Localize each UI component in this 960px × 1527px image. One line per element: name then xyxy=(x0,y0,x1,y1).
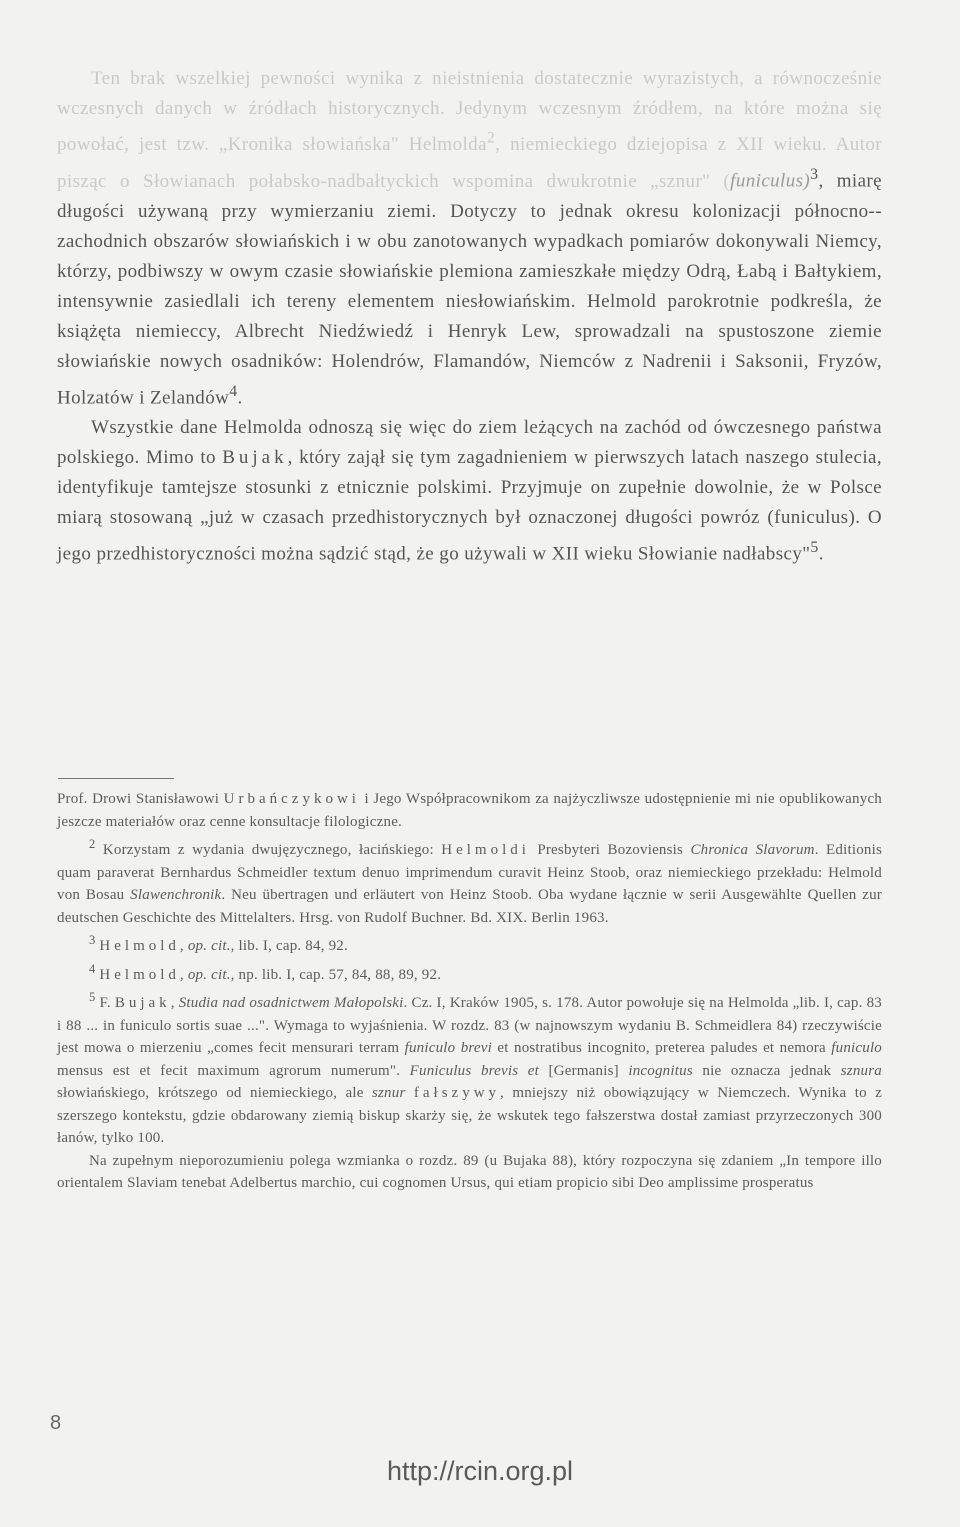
page-number: 8 xyxy=(50,1412,62,1434)
footnote-2: $^2$ Korzystam z wydania dwujęzycznego, łacińskiego: Helmoldi Presbyteri Bozoviensis Chronica Slavorum. Editionis quam paraverat Bernhardus Schmeidler textum denuo imprimendum curavit Heinz Stoob, oraz niemieckiego przekładu: Helmold von Bosau Slawenchronik. Neu übertragen und erläutert von Heinz Stoob. Oba wydane łącznie w serii Ausgewählte Quellen zur deutschen Geschichte des Mittelalters. Hrsg. von Rudolf Buchner. Bd. XIX. Berlin 1963. xyxy=(57,837,883,926)
footnote-5: $^5$ F. Bujak, Studia nad osadnictwem Małopolski. Cz. I, Kraków 1905, s. 178. Autor powołuje się na Helmolda „lib. I, cap. 83 i 88 ... in funiculo sortis suae ...". Wymaga to wyjaśnienia. W rozdz. 83 (w najnowszym wydaniu B. Schmeidlera 84) rzeczywiście jest mowa o mierzeniu „comes fecit mensurari terram funiculo brevi et nostratibus incognito, preterea paludes et nemora funiculo mensus est et fecit maximum agrorum numerum". Funiculus brevis et [Germanis] incognitus nie oznacza jednak sznura słowiańskiego, krótszego od niemieckiego, ale sznur fałszywy, mniejszy niż obowiązujący w Niemczech. Wynika to z szerszego kontekstu, gdzie obdarowany ziemią biskup skarży się, że wskutek tego fałszerstwa dostał zamiast przyrzeczonych 300 łanów, tylko 100. xyxy=(57,990,883,1146)
footnote-4: $^4$ Helmold, op. cit., np. lib. I, cap. 57, 84, 88, 89, 92. xyxy=(89,961,442,983)
footnote-6: Na zupełnym nieporozumieniu polega wzmianka o rozdz. 89 (u Bujaka 88), który rozpoczyna się zdaniem „In tempore illo orientalem Slaviam tenebat Adelbertus marchio, cui cognomen Ursus, qui etiam propicio sibi Deo amplissime prosperatus xyxy=(57,1152,882,1191)
footnote-3: $^3$ Helmold, op. cit., lib. I, cap. 84, 92. xyxy=(89,933,348,954)
source-url: http://rcin.org.pl xyxy=(386,1456,574,1486)
author-bujak: Bujak xyxy=(222,446,288,468)
paragraph-1: Ten brak wszelkiej pewności wynika z nieistnienia dostatecznie wyrazistych, a równocześnie wczesnych danych w źródłach historycznych. Jedynym wczesnym źródłem, na które można się powołać, jest tzw. „Kronika słowiańska" Helmolda$^2$, niemieckiego dziejopisa z XII wieku. Autor pisząc o Słowianach połabsko-nadbałtyckich wspomina dwukrotnie „sznur" (funiculus)$^3$, miarę długości używaną przy wymierzaniu ziemi. Dotyczy to jednak okresu kolonizacji północno--zachodnich obszarów słowiańskich i w obu zanotowanych wypadkach pomiarów dokonywali Niemcy, którzy, podbiwszy w owym czasie słowiańskie plemiona zamieszkałe między Odrą, Łabą i Bałtykiem, intensywnie zasiedlali ich tereny elementem niesłowiańskim. Helmold parokrotnie podkreśla, że książęta niemieccy, Albrecht Niedźwiedź i Henryk Lew, sprowadzali na spustoszone ziemie słowiańskie nowych osadników: Holendrów, Flamandów, Niemców z Nadrenii i Saksonii, Fryzów, Holzatów i Zelandów$^4$. xyxy=(57,68,882,408)
footnote-1: Prof. Drowi Stanisławowi Urbańczykowi i Jego Współpracownikom za najżyczliwsze udostępnienie mi nie opublikowanych jeszcze materiałów oraz cenne konsultacje filologiczne. xyxy=(57,791,882,830)
footnote-divider xyxy=(58,778,174,779)
footnotes xyxy=(57,788,882,1195)
main-text xyxy=(57,64,882,569)
funiculus-term: funiculus) xyxy=(730,170,811,192)
faded-text-1: Ten brak wszelkiej pewności wynika z nieistnienia dostatecznie wyrazistych, a równocześnie wczesnych danych w źródłach historycznych. Jedynym wczesnym źródłem, na które można się powołać, jest tzw. „Kronika słowiańska" Helmolda$^2$, niemieckiego dziejopisa z XII wieku. Autor pisząc o Słowianach połabsko-nadbałtyckich wspomina dwukrotnie „sznur" ( xyxy=(57,68,882,192)
paragraph-2: Wszystkie dane Helmolda odnoszą się więc do ziem leżących na zachód od ówczesnego państwa polskiego. Mimo to Bujak, który zajął się tym zagadnieniem w pierwszych latach naszego stulecia, identyfikuje tamtejsze stosunki z etnicznie polskimi. Przyjmuje on zupełnie dowolnie, że w Polsce miarą stosowaną „już w czasach przedhistorycznych był oznaczonej długości powróz (funiculus). O jego przedhistoryczności można sądzić stąd, że go używali w XII wieku Słowianie nadłabscy"$^5$. xyxy=(57,416,883,565)
